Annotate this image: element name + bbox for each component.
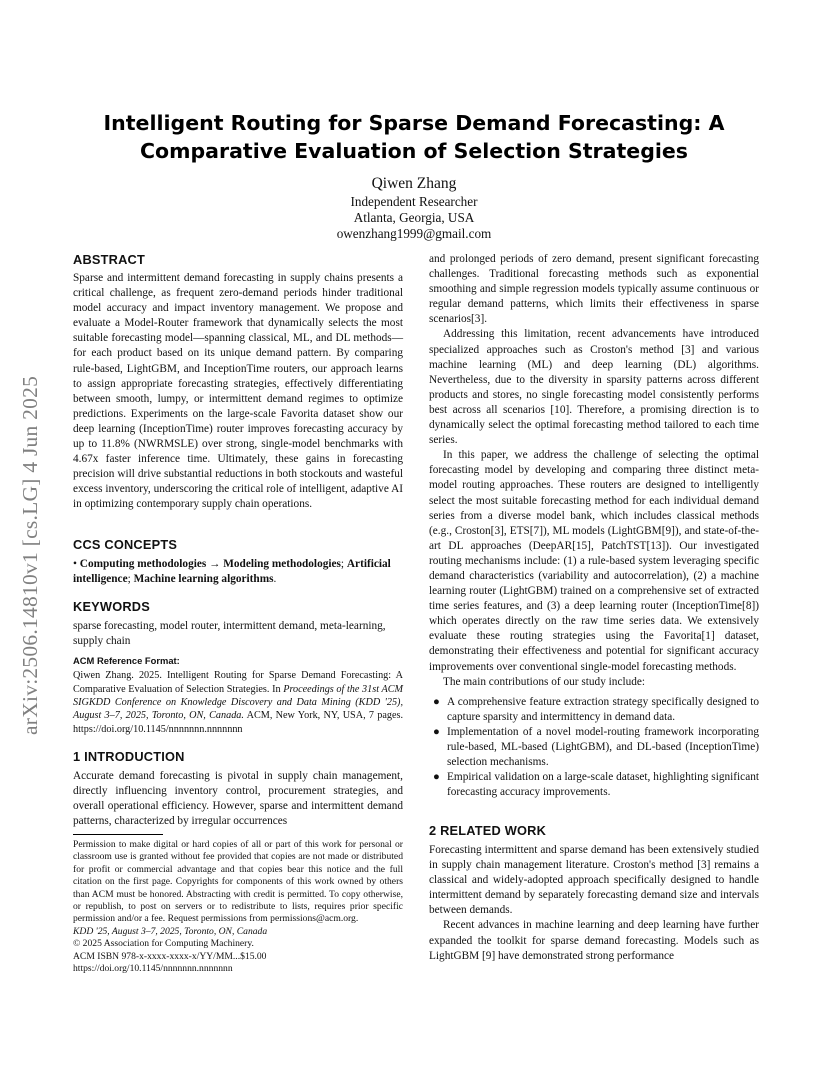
author-email[interactable]: owenzhang1999@gmail.com — [336, 226, 492, 241]
acm-reference-authors: Qiwen Zhang. 2025. Intelligent Routing for Sparse Demand Forecasting: A Comparative Evaluation of Selection Strategies. In — [73, 670, 403, 695]
ccs-separator: ; — [340, 558, 347, 570]
acm-reference — [73, 655, 403, 736]
contribution-item — [429, 695, 759, 725]
introduction-paragraph-2: Addressing this limitation, recent advancements have introduced specialized approaches such as Croston's method [3] and various machine learning (ML) and deep learning (DL) algorithms. Nevertheless, due to the diversity in sparsity patterns across different products and stores, no single forecasting model consistently performs best across all scenarios [10]. Therefore, a promising direction is to dynamically select the optimal forecasting method tailored to each time series. — [429, 328, 759, 447]
introduction-paragraph-1-continued: and prolonged periods of zero demand, present significant forecasting challenges. Traditional forecasting methods such as exponential smoothing and simple regression models typically assume continuous or regular demand patterns, which limits their effectiveness in sparse scenarios[3]. — [429, 253, 759, 326]
contribution-text: Empirical validation on a large-scale dataset, highlighting significant forecasting accuracy improvements. — [447, 771, 759, 799]
ccs-item-computing-methodologies: Computing methodologies — [79, 558, 207, 570]
ccs-concepts — [73, 557, 403, 587]
paper-title-line-2: Comparative Evaluation of Selection Strategies — [139, 139, 688, 163]
footnote-doi[interactable]: https://doi.org/10.1145/nnnnnnn.nnnnnnn — [73, 963, 233, 975]
ccs-arrow: → — [206, 558, 224, 570]
introduction-body-right — [429, 252, 759, 800]
abstract-text: Sparse and intermittent demand forecasting in supply chains presents a critical challenge, as frequent zero-demand periods hinder traditional model accuracy and impact inventory management. We propose and evaluate a Model-Router framework that dynamically selects the most suitable forecasting model—spanning classical, ML, and DL methods—for each product based on its unique demand pattern. By comparing rule-based, LightGBM, and InceptionTime routers, our approach learns to assign appropriate forecasting strategies, effectively differentiating between smooth, lumpy, or intermittent demand regimes to optimize predictions. Experiments on the large-scale Favorita dataset show our deep learning (InceptionTime) router improves forecasting accuracy by up to 11.8% (NWRMSLE) over strong, single-model benchmarks with 4.67x faster inference time. Ultimately, these gains in forecasting precision will drive substantial reductions in both stockouts and wasteful excess inventory, underscoring the critical role of intelligent, adaptive AI in optimizing contemporary supply chain operations. — [73, 272, 403, 511]
related-work-heading: 2 RELATED WORK — [429, 823, 547, 838]
ccs-item-modeling-methodologies: Modeling methodologies — [223, 558, 341, 570]
bullet-icon: ● — [433, 771, 440, 784]
related-work-paragraph-1: Forecasting intermittent and sparse demand has been extensively studied in supply chain management literature. Croston's method [3] remains a classical and widely-adopted approach specifically designed to handle intermittent demand by separately forecasting demand size and intervals between demands. — [429, 844, 759, 917]
footnote-copyright: © 2025 Association for Computing Machinery. — [73, 938, 254, 950]
related-work-paragraph-2: Recent advances in machine learning and deep learning have further expanded the toolkit for sparse demand forecasting. Models such as LightGBM [9] have demonstrated strong performance — [429, 919, 759, 962]
introduction-body-left — [73, 769, 403, 829]
introduction-paragraph-3: In this paper, we address the challenge of selecting the optimal forecasting model by developing and comparing three distinct meta-model routing approaches. These routers are designed to intelligently select the most suitable forecasting method for each individual demand series from a diverse model bank, which includes classical methods (e.g., Croston[3], ETS[7]), ML models (LightGBM[9]), and state-of-the-art DL approaches (DeepAR[15], PatchTST[13]). Our investigated routing mechanisms include: (1) a rule-based system leveraging specific demand characteristics (variability and autocorrelation), (2) a machine learning router (LightGBM) trained on a comprehensive set of extracted time series features, and (3) a deep learning router (InceptionTime[8]) which operates directly on the raw time series data. We extensively evaluate these routing strategies using the Favorita[1] dataset, demonstrating their effectiveness and potential for significant accuracy improvements over conventional single-model forecasting methods. — [429, 449, 759, 673]
introduction-paragraph-4: The main contributions of our study include: — [443, 675, 646, 688]
bullet-icon: ● — [433, 695, 440, 708]
contribution-item — [429, 725, 759, 770]
ccs-item-machine-learning: Machine learning algorithms — [133, 573, 274, 586]
abstract-body — [73, 271, 403, 513]
keywords-text: sparse forecasting, model router, intermittent demand, meta-learning, supply chain — [73, 620, 386, 648]
keywords-heading: KEYWORDS — [73, 599, 150, 614]
ccs-item-artificial-intelligence: Artificial intelligence — [73, 558, 391, 586]
contribution-item — [429, 770, 759, 800]
acm-reference-heading: ACM Reference Format: — [73, 655, 180, 666]
footnote-block — [73, 839, 403, 975]
arxiv-stamp: arXiv:2506.14810v1 [cs.LG] 4 Jun 2025 — [18, 375, 42, 735]
footnote-isbn: ACM ISBN 978-x-xxxx-xxxx-x/YY/MM...$15.00 — [73, 950, 267, 962]
contribution-text: A comprehensive feature extraction strategy specifically designed to capture sparsity and intermittency in demand data. — [447, 695, 759, 723]
acm-reference-doi: ACM, New York, NY, USA, 7 pages. https://doi.org/10.1145/nnnnnnn.nnnnnnn — [73, 710, 403, 735]
contribution-text: Implementation of a novel model-routing framework incorporating rule-based, ML-based (LightGBM), and DL-based (InceptionTime) selection mechanisms. — [447, 725, 759, 769]
paper-title-line-1: Intelligent Routing for Sparse Demand Forecasting: A — [103, 111, 725, 135]
author-location: Atlanta, Georgia, USA — [353, 210, 475, 225]
abstract-heading: ABSTRACT — [73, 252, 145, 267]
related-work-body — [429, 843, 759, 964]
ccs-end: . — [273, 573, 277, 586]
footnote-rule — [73, 834, 163, 835]
ccs-bullet: • — [73, 558, 77, 570]
ccs-separator: ; — [127, 573, 134, 586]
ccs-heading: CCS CONCEPTS — [73, 537, 178, 552]
acm-reference-venue: Proceedings of the 31st ACM SIGKDD Conference on Knowledge Discovery and Data Mining (KDD '25), August 3–7, 2025, Toronto, ON, Canada. — [73, 683, 404, 722]
keywords-body — [73, 619, 403, 649]
footnote-venue: KDD '25, August 3–7, 2025, Toronto, ON, Canada — [73, 925, 268, 937]
introduction-heading: 1 INTRODUCTION — [73, 749, 185, 764]
bullet-icon: ● — [433, 725, 440, 738]
introduction-paragraph-1: Accurate demand forecasting is pivotal in supply chain management, directly influencing inventory control, procurement strategies, and overall operational efficiency. However, sparse and intermittent demand patterns, characterized by irregular occurrences — [73, 770, 403, 828]
contributions-list — [429, 695, 759, 801]
footnote-permission: Permission to make digital or hard copies of all or part of this work for personal or classroom use is granted without fee provided that copies are not made or distributed for profit or commercial advantage and that copies bear this notice and the full citation on the first page. Copyrights for components of this work owned by others than ACM must be honored. Abstracting with credit is permitted. To copy otherwise, or republish, to post on servers or to redistribute to lists, requires prior specific permission and/or a fee. Request permissions from permissions@acm.org. — [73, 839, 403, 925]
author-name: Qiwen Zhang — [371, 175, 457, 192]
author-affiliation: Independent Researcher — [350, 194, 478, 209]
